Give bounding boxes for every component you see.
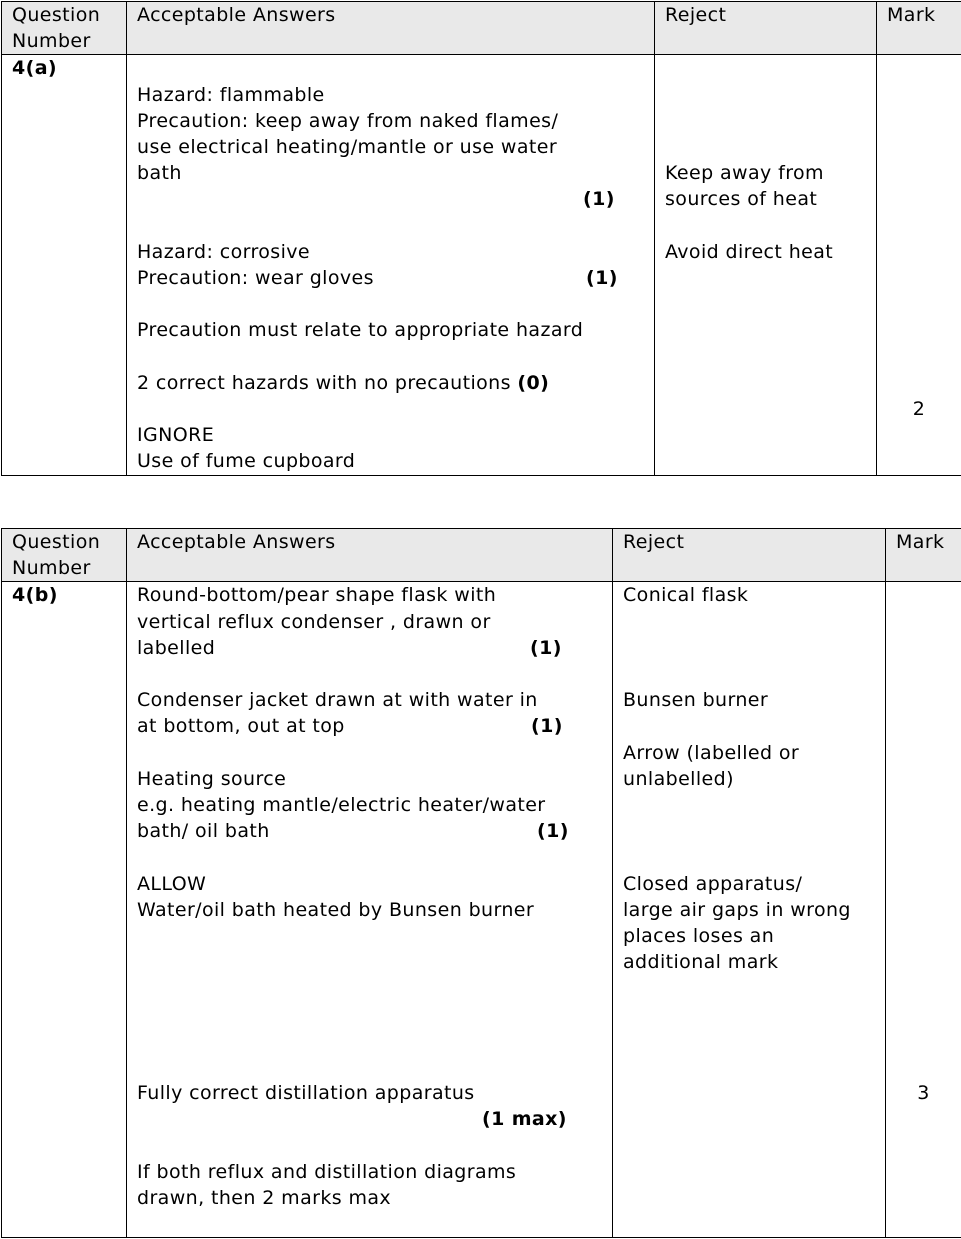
mark-cell xyxy=(877,55,961,475)
answer-precaution-line-1: Precaution: keep away from naked flames/ xyxy=(137,109,559,132)
answer-line: Condenser jacket drawn at with water in xyxy=(137,689,538,712)
answer-line: labelled xyxy=(137,636,216,659)
ignore-text: Use of fume cupboard xyxy=(137,450,356,473)
acceptable-answers-cell xyxy=(127,55,655,475)
mark-scheme-table-4a xyxy=(1,1,961,476)
header-question-label: Question xyxy=(12,531,101,553)
allow-text: Water/oil bath heated by Bunsen burner xyxy=(137,898,535,921)
table-header-row xyxy=(2,529,961,582)
header-reject: Reject xyxy=(613,529,886,582)
mark-scheme-table-4b xyxy=(1,528,961,1238)
reject-line: additional mark xyxy=(623,951,779,974)
total-mark: 2 xyxy=(912,398,926,421)
question-number: 4(a) xyxy=(12,57,58,80)
mark-value: (1) xyxy=(586,266,618,289)
header-question-number xyxy=(2,2,127,55)
mark-value: (1) xyxy=(530,636,562,659)
mark-cell xyxy=(886,582,961,1238)
answer-precaution-gloves: Precaution: wear gloves xyxy=(137,266,374,289)
reject-line: unlabelled) xyxy=(623,767,734,790)
answer-line: Fully correct distillation apparatus xyxy=(137,1081,475,1104)
table-header-row xyxy=(2,2,961,55)
table-row xyxy=(2,55,961,475)
header-mark: Mark xyxy=(886,529,961,582)
reject-line: places loses an xyxy=(623,924,775,947)
answer-line: vertical reflux condenser , drawn or xyxy=(137,610,491,633)
mark-value: (1) xyxy=(583,188,615,211)
mark-value: (1 max) xyxy=(482,1108,567,1131)
header-acceptable-answers: Acceptable Answers xyxy=(127,529,613,582)
reject-line: Conical flask xyxy=(623,584,749,607)
answer-precaution-line-2: use electrical heating/mantle or use water xyxy=(137,136,558,158)
reject-line: Avoid direct heat xyxy=(665,240,834,263)
answer-hazard-flammable: Hazard: flammable xyxy=(137,83,325,106)
answer-line: If both reflux and distillation diagrams xyxy=(137,1160,517,1183)
reject-line: Closed apparatus/ xyxy=(623,872,803,895)
reject-line: Bunsen burner xyxy=(623,689,769,712)
question-number-cell xyxy=(2,582,127,1238)
header-question-label: Question xyxy=(12,4,101,26)
answer-note-no-precautions: 2 correct hazards with no precautions xyxy=(137,371,511,394)
header-acceptable-answers: Acceptable Answers xyxy=(127,2,655,55)
allow-label: ALLOW xyxy=(137,872,207,895)
answer-note-precaution: Precaution must relate to appropriate hazard xyxy=(137,319,584,342)
reject-cell xyxy=(613,582,886,1238)
answer-hazard-corrosive: Hazard: corrosive xyxy=(137,240,311,263)
reject-line: Arrow (labelled or xyxy=(623,741,800,764)
header-number-label: Number xyxy=(12,30,91,53)
reject-line: large air gaps in wrong xyxy=(623,898,851,921)
question-number-cell xyxy=(2,55,127,475)
header-number-label: Number xyxy=(12,557,91,580)
ignore-label: IGNORE xyxy=(137,424,215,447)
header-reject: Reject xyxy=(655,2,877,55)
mark-value: (1) xyxy=(537,820,569,843)
mark-value: (1) xyxy=(531,715,563,738)
mark-value: (0) xyxy=(517,371,550,394)
reject-cell xyxy=(655,55,877,475)
header-question-number xyxy=(2,529,127,582)
reject-line: Keep away from xyxy=(665,162,824,185)
answer-line: Round-bottom/pear shape flask with xyxy=(137,584,497,607)
answer-precaution-line-3: bath xyxy=(137,162,182,185)
acceptable-answers-cell xyxy=(127,582,613,1238)
total-mark: 3 xyxy=(917,1082,930,1105)
answer-line: e.g. heating mantle/electric heater/water xyxy=(137,793,546,816)
answer-line: drawn, then 2 marks max xyxy=(137,1186,392,1209)
table-row xyxy=(2,582,961,1238)
answer-line: at bottom, out at top xyxy=(137,715,345,738)
reject-line: sources of heat xyxy=(665,188,818,211)
answer-line: bath/ oil bath xyxy=(137,820,270,843)
header-mark: Mark xyxy=(877,2,961,55)
question-number: 4(b) xyxy=(12,584,58,607)
answer-line: Heating source xyxy=(137,767,287,790)
